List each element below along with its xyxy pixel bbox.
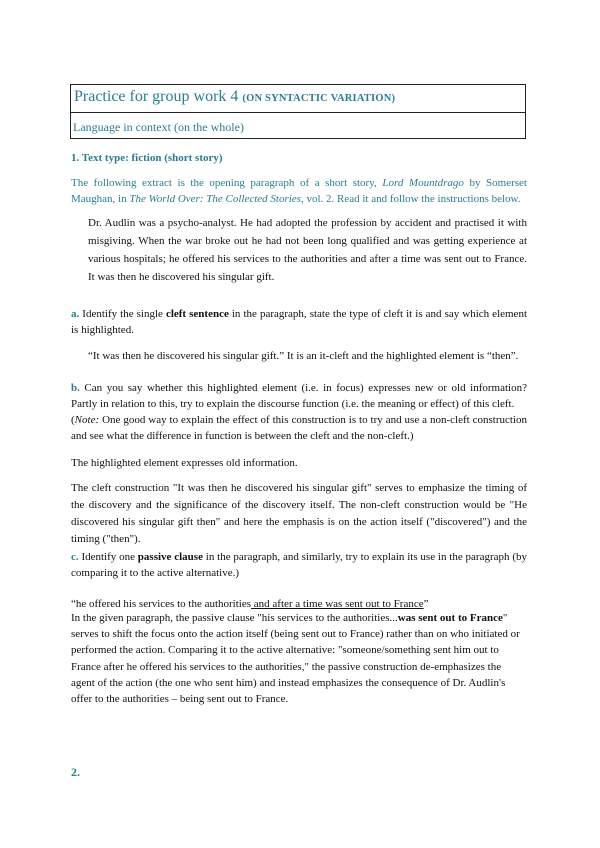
question-a-text-2: in the paragraph, state the type of cleft it is and say which element is highlighted.	[71, 308, 527, 336]
answer-c	[71, 610, 527, 707]
note-text: One good way to explain the effect of this construction is to try and use a non-cleft construction and see what the difference in function is between the cleft and the non-cleft.)	[71, 414, 527, 442]
title-subtitle-smallcaps: (ON SYNTACTIC VARIATION)	[242, 93, 396, 104]
question-c-text-2: in the paragraph, and similarly, try to explain its use in the paragraph (by comparing it to the active alternative.)	[71, 551, 527, 579]
question-letter-c: c.	[71, 551, 79, 563]
question-letter-b: b.	[71, 382, 80, 394]
quote-c-text: “he offered his services to the authorities	[71, 598, 252, 610]
extract-paragraph: Dr. Audlin was a psycho-analyst. He had adopted the profession by accident and practised it with misgiving. When the war broke out he had not been long qualified and was getting experience at various hospitals; he offered his services to the authorities and after a time was sent out to France. It was then he discovered his singular gift.	[88, 217, 527, 283]
answer-c-bold: was sent out to France	[397, 612, 503, 624]
answer-b-1: The highlighted element expresses old information.	[71, 457, 298, 469]
quote-c-end: ”	[423, 598, 429, 610]
intro-text-c: , vol. 2. Read it and follow the instructions below.	[300, 193, 521, 205]
question-b: b. Can you say whether this highlighted element (i.e. in focus) expresses new or old information? Partly in relation to this, try to explain the discourse function (i.e. the meaning or effect) of this cleft. (Note: One good way to explain the effect of this construction is to try and use a non-cleft construction and see what the difference in function is between the cleft and the non-cleft.)	[71, 382, 527, 442]
answer-c-text-a: In the given paragraph, the passive clause "his services to the authorities...	[71, 612, 398, 624]
question-a	[71, 306, 527, 338]
quote-c-underlined: and after a time was sent out to France	[251, 598, 424, 610]
intro-text-b: by Somerset Maughan, in	[71, 177, 527, 205]
section-subtitle: Language in context (on the whole)	[73, 120, 244, 134]
answer-c-text-b: " serves to shift the focus onto the action itself (being sent out to France) rather than on who initiated or performed the action. Comparing it to the active alternative: "someone/something sent him out to France after he offered his services to the authorities," the passive construction de-emphasizes the agent of the action (the one who sent him) and instead emphasizes the consequence of Dr. Audlin's offer to the authorities – being sent out to France.	[71, 612, 520, 706]
question-c-text-1: Identify one	[78, 551, 138, 563]
intro-paragraph	[71, 175, 527, 207]
title-main: Practice for group work 4	[74, 88, 239, 105]
question-c-bold: passive clause	[137, 551, 203, 563]
question-c	[71, 549, 527, 581]
title-box	[70, 84, 526, 113]
intro-text-a: The following extract is the opening paragraph of a short story,	[71, 177, 383, 189]
page-title	[74, 88, 395, 106]
question-letter-a: a.	[71, 308, 80, 320]
question-a-text-1: Identify the single	[79, 308, 166, 320]
next-section-number: 2.	[71, 765, 80, 779]
section-heading-1: 1. Text type: fiction (short story)	[71, 152, 223, 164]
story-title: Lord Mountdrago	[382, 177, 464, 189]
subtitle-box	[70, 112, 526, 139]
question-b-text: Can you say whether this highlighted element (i.e. in focus) expresses new or old information? Partly in relation to this, try to explain the discourse function (i.e. the meaning or effect) of this cleft.	[71, 382, 527, 410]
answer-b-2: The cleft construction "It was then he discovered his singular gift" serves to emphasize the timing of the discovery and the significance of the discovery itself. The non-cleft construction would be "He discovered his singular gift then" and here the emphasis is on the action itself ("discovered") and the timing ("then").	[71, 482, 527, 545]
answer-a: “It was then he discovered his singular gift.” It is an it-cleft and the highlighted element is “then”.	[88, 350, 519, 362]
book-title: The World Over: The Collected Stories	[129, 193, 301, 205]
note-label: Note:	[74, 414, 100, 426]
question-a-bold: cleft sentence	[165, 308, 229, 320]
